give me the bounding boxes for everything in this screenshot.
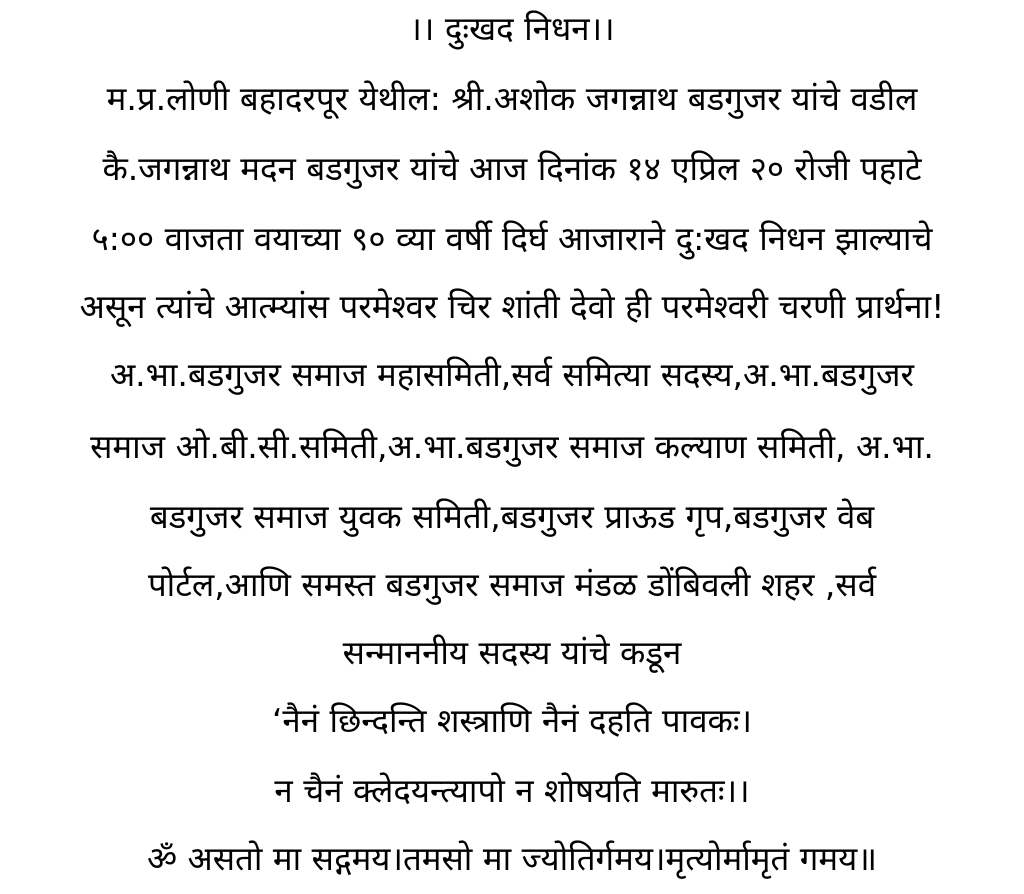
prayer-line: ॐ असतो मा सद्गमय।तमसो मा ज्योतिर्गमय।मृत्योर्मामृतं गमय॥ <box>146 839 878 878</box>
shloka-line: ‘नैनं छिन्दन्ति शस्त्राणि नैनं दहति पावकः। <box>271 701 753 740</box>
notice-line: समाज ओ.बी.सी.समिती,अ.भा.बडगुजर समाज कल्याण समिती, अ.भा. <box>90 427 934 466</box>
notice-title: ।। दुःखद निधन।। <box>409 9 615 48</box>
notice-line: असून त्यांचे आत्म्यांस परमेश्वर चिर शांती देवो ही परमेश्वरी चरणी प्रार्थना! <box>79 287 945 326</box>
notice-line: ५:०० वाजता वयाच्या ९० व्या वर्षी दिर्घ आजाराने दु:खद निधन झाल्याचे <box>91 219 933 258</box>
notice-line: सन्माननीय सदस्य यांचे कडून <box>342 633 682 672</box>
notice-line: म.प्र.लोणी बहादरपूर येथील: श्री.अशोक जगन्नाथ बडगुजर यांचे वडील <box>106 79 918 118</box>
notice-line: अ.भा.बडगुजर समाज महासमिती,सर्व समित्या सदस्य,अ.भा.बडगुजर <box>109 355 915 394</box>
notice-line: पोर्टल,आणि समस्त बडगुजर समाज मंडळ डोंबिवली शहर ,सर्व <box>147 565 877 604</box>
notice-line: कै.जगन्नाथ मदन बडगुजर यांचे आज दिनांक १४ एप्रिल २० रोजी पहाटे <box>102 149 922 188</box>
notice-line: बडगुजर समाज युवक समिती,बडगुजर प्राऊड गृप,बडगुजर वेब <box>149 497 875 536</box>
shloka-line: न चैनं क्लेदयन्त्यापो न शोषयति मारुतः।। <box>274 771 750 810</box>
